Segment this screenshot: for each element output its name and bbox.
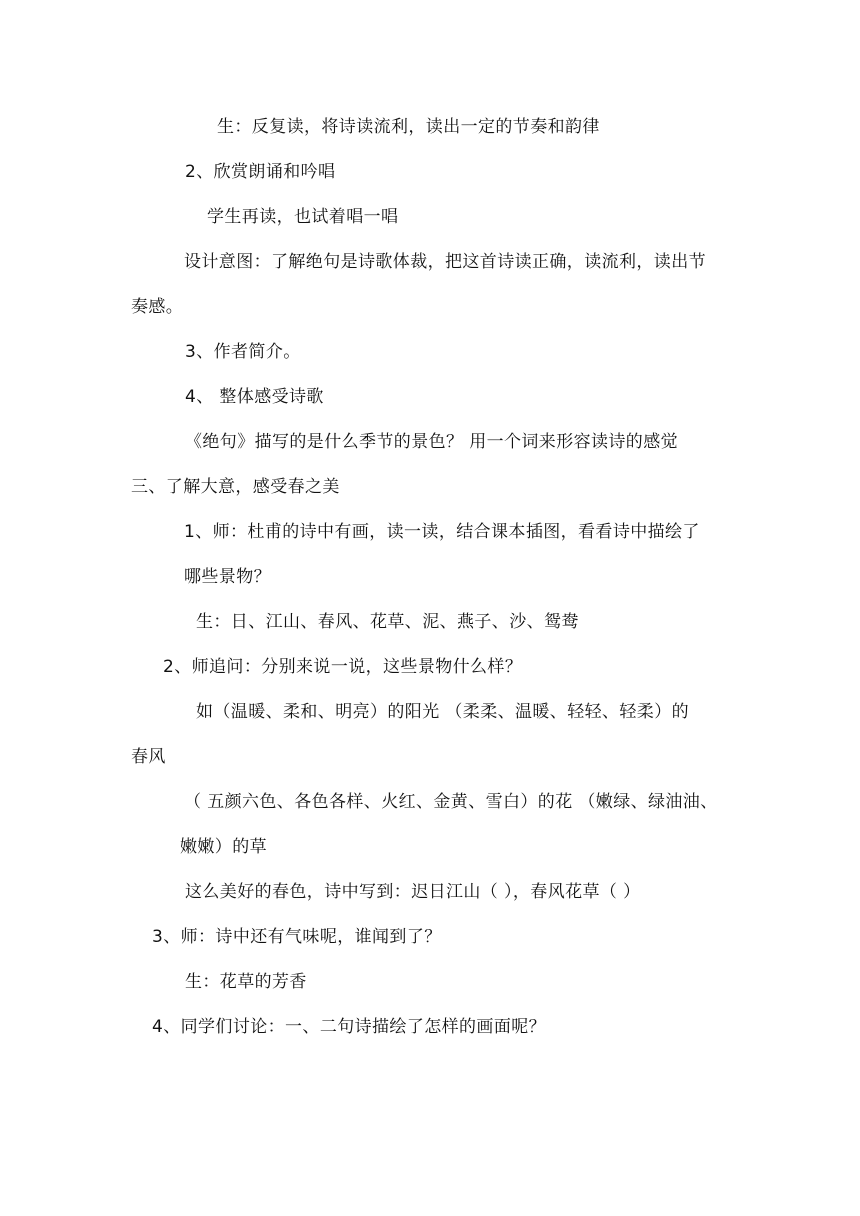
- text-line-teacher-q3: 3、师：诗中还有气味呢，谁闻到了？: [152, 927, 442, 947]
- text-line-teacher-q1-cont: 哪些景物？: [184, 567, 271, 587]
- text-line-student-reading: 生：反复读，将诗读流利，读出一定的节奏和韵律: [217, 117, 600, 137]
- text-line-poem-fill-blank: 这么美好的春色，诗中写到：迟日江山（ ），春风花草（ ）: [185, 882, 641, 902]
- text-line-teacher-q1: 1、师：杜甫的诗中有画，读一读，结合课本插图，看看诗中描绘了: [184, 522, 700, 542]
- text-line-example-sun-wind-cont: 春风: [131, 747, 166, 767]
- text-line-teacher-followup: 2、师追问：分别来说一说，这些景物什么样？: [163, 657, 523, 677]
- text-line-section-4: 4、 整体感受诗歌: [185, 387, 324, 407]
- text-line-students-sing: 学生再读，也试着唱一唱: [207, 207, 399, 227]
- text-line-poem-question: 《绝句》描写的是什么季节的景色？ 用一个词来形容读诗的感觉: [185, 432, 679, 452]
- text-line-section-3: 3、作者简介。: [185, 342, 301, 362]
- text-line-student-fragrance: 生：花草的芳香: [185, 972, 307, 992]
- text-line-discussion-q4: 4、同学们讨论：一、二句诗描绘了怎样的画面呢？: [152, 1017, 547, 1037]
- text-line-design-intent-cont: 奏感。: [131, 297, 184, 317]
- heading-part-three: 三、了解大意，感受春之美: [131, 477, 340, 497]
- text-line-example-flower-grass: （ 五颜六色、各色各样、火红、金黄、雪白）的花 （嫩绿、绿油油、: [184, 792, 718, 812]
- text-line-section-2: 2、欣赏朗诵和吟唱: [185, 162, 336, 182]
- text-line-student-answer: 生：日、江山、春风、花草、泥、燕子、沙、鸳鸯: [196, 612, 579, 632]
- text-line-example-sun-wind: 如（温暖、柔和、明亮）的阳光 （柔柔、温暖、轻轻、轻柔）的: [196, 702, 690, 722]
- text-line-example-flower-grass-cont: 嫩嫩）的草: [180, 837, 267, 857]
- text-line-design-intent: 设计意图：了解绝句是诗歌体裁，把这首诗读正确，读流利，读出节: [184, 252, 706, 272]
